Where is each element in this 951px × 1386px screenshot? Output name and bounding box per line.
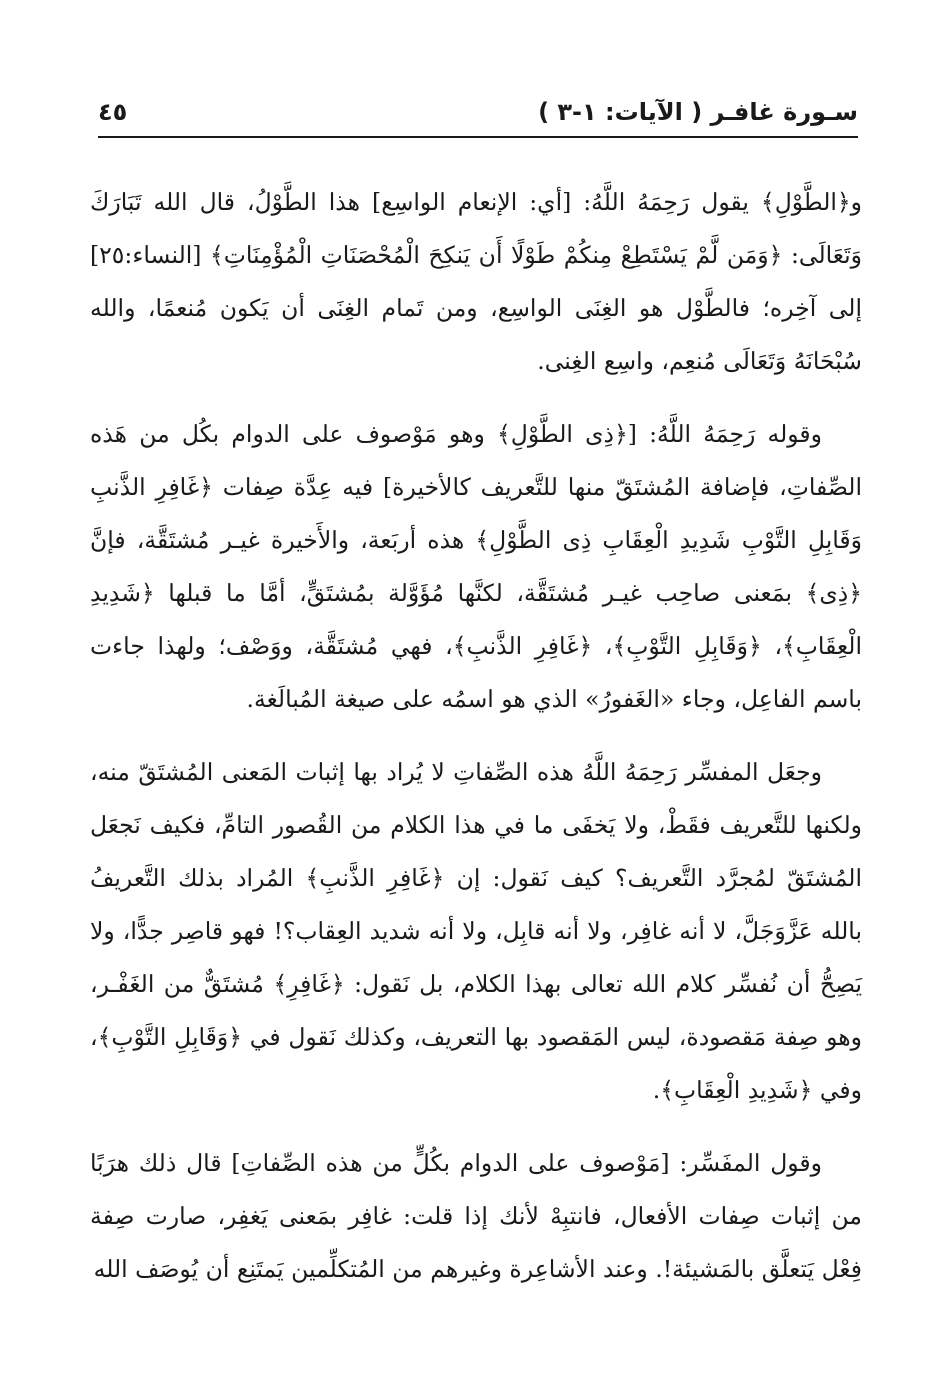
body-text	[90, 176, 862, 1316]
running-header	[98, 96, 858, 138]
paragraph: و﴿الطَّوْلِ﴾ يقول رَحِمَهُ اللَّهُ: [أي: الإنعام الواسِع] هذا الطَّوْلُ، قال الله تَبَارَكَ وَتَعَالَى: ﴿وَمَن لَّمْ يَسْتَطِعْ مِنكُمْ طَوْلًا أَن يَنكِحَ الْمُحْصَنَاتِ الْمُؤْمِنَاتِ﴾ [النساء:٢٥] إلى آخِره؛ فالطَّوْل هو الغِنَى الواسِع، ومن تَمام الغِنَى أن يَكون مُنعمًا، والله سُبْحَانَهُ وَتَعَالَى مُنعِم، واسِع الغِنى.	[90, 188, 862, 375]
paragraph: وقول المفَسِّر: [مَوْصوف على الدوام بكُلٍّ من هذه الصِّفاتِ] قال ذلك هرَبًا من إثبات صِفات الأفعال، فانتبِهْ لأنك إذا قلت: غافِر بمَعنى يَغفِر، صارت صِفة فِعْل يَتعلَّق بالمَشيئة!. وعند الأشاعِرة وغيرهم من المُتكلِّمين يَمتَنِع أن يُوصَف الله	[90, 1149, 862, 1283]
chapter-title: سـورة غافـر ( الآيات: ١-٣ )	[538, 98, 858, 126]
page-number: ٤٥	[98, 98, 128, 126]
paragraph: وجعَل المفسِّر رَحِمَهُ اللَّهُ هذه الصِّفاتِ لا يُراد بها إثبات المَعنى المُشتَقّ منه، ولكنها للتَّعريف فقَطْ، ولا يَخفَى ما في هذا الكلام من القُصور التامِّ، فكيف نَجعَل المُشتَقّ لمُجرَّد التَّعريف؟ كيف نَقول: إن ﴿غَافِرِ الذَّنبِ﴾ المُراد بذلك التَّعريفُ بالله عَزَّوَجَلَّ، لا أنه غافِر، ولا أنه قابِل، ولا أنه شديد العِقاب؟! فهو قاصِر جدًّا، ولا يَصِحُّ أن نُفسِّر كلام الله تعالى بهذا الكلام، بل نَقول: ﴿غَافِرِ﴾ مُشتَقٌّ من الغَفْـر، وهو صِفة مَقصودة، ليس المَقصود بها التعريف، وكذلك نَقول في ﴿وَقَابِلِ التَّوْبِ﴾، وفي ﴿شَدِيدِ الْعِقَابِ﴾.	[90, 758, 862, 1104]
paragraph: وقوله رَحِمَهُ اللَّهُ: [﴿ذِى الطَّوْلِ﴾ وهو مَوْصوف على الدوام بكُل من هَذه الصِّفاتِ، فإضافة المُشتَقّ منها للتَّعريف كالأخيرة] فيه عِدَّة صِفات ﴿غَافِرِ الذَّنبِ وَقَابِلِ التَّوْبِ شَدِيدِ الْعِقَابِ ذِى الطَّوْلِ﴾ هذه أربَعة، والأَخيرة غيـر مُشتَقَّة، فإنَّ ﴿ذِى﴾ بمَعنى صاحِب غيـر مُشتَقَّة، لكنَّها مُؤَوَّلة بمُشتَقٍّ، أمَّا ما قبلها ﴿شَدِيدِ الْعِقَابِ﴾، ﴿وَقَابِلِ التَّوْبِ﴾، ﴿غَافِرِ الذَّنبِ﴾، فهي مُشتَقَّة، ووَصْف؛ ولهذا جاءت باسم الفاعِل، وجاء «الغَفورُ» الذي هو اسمُه على صيغة المُبالَغة.	[90, 420, 862, 713]
